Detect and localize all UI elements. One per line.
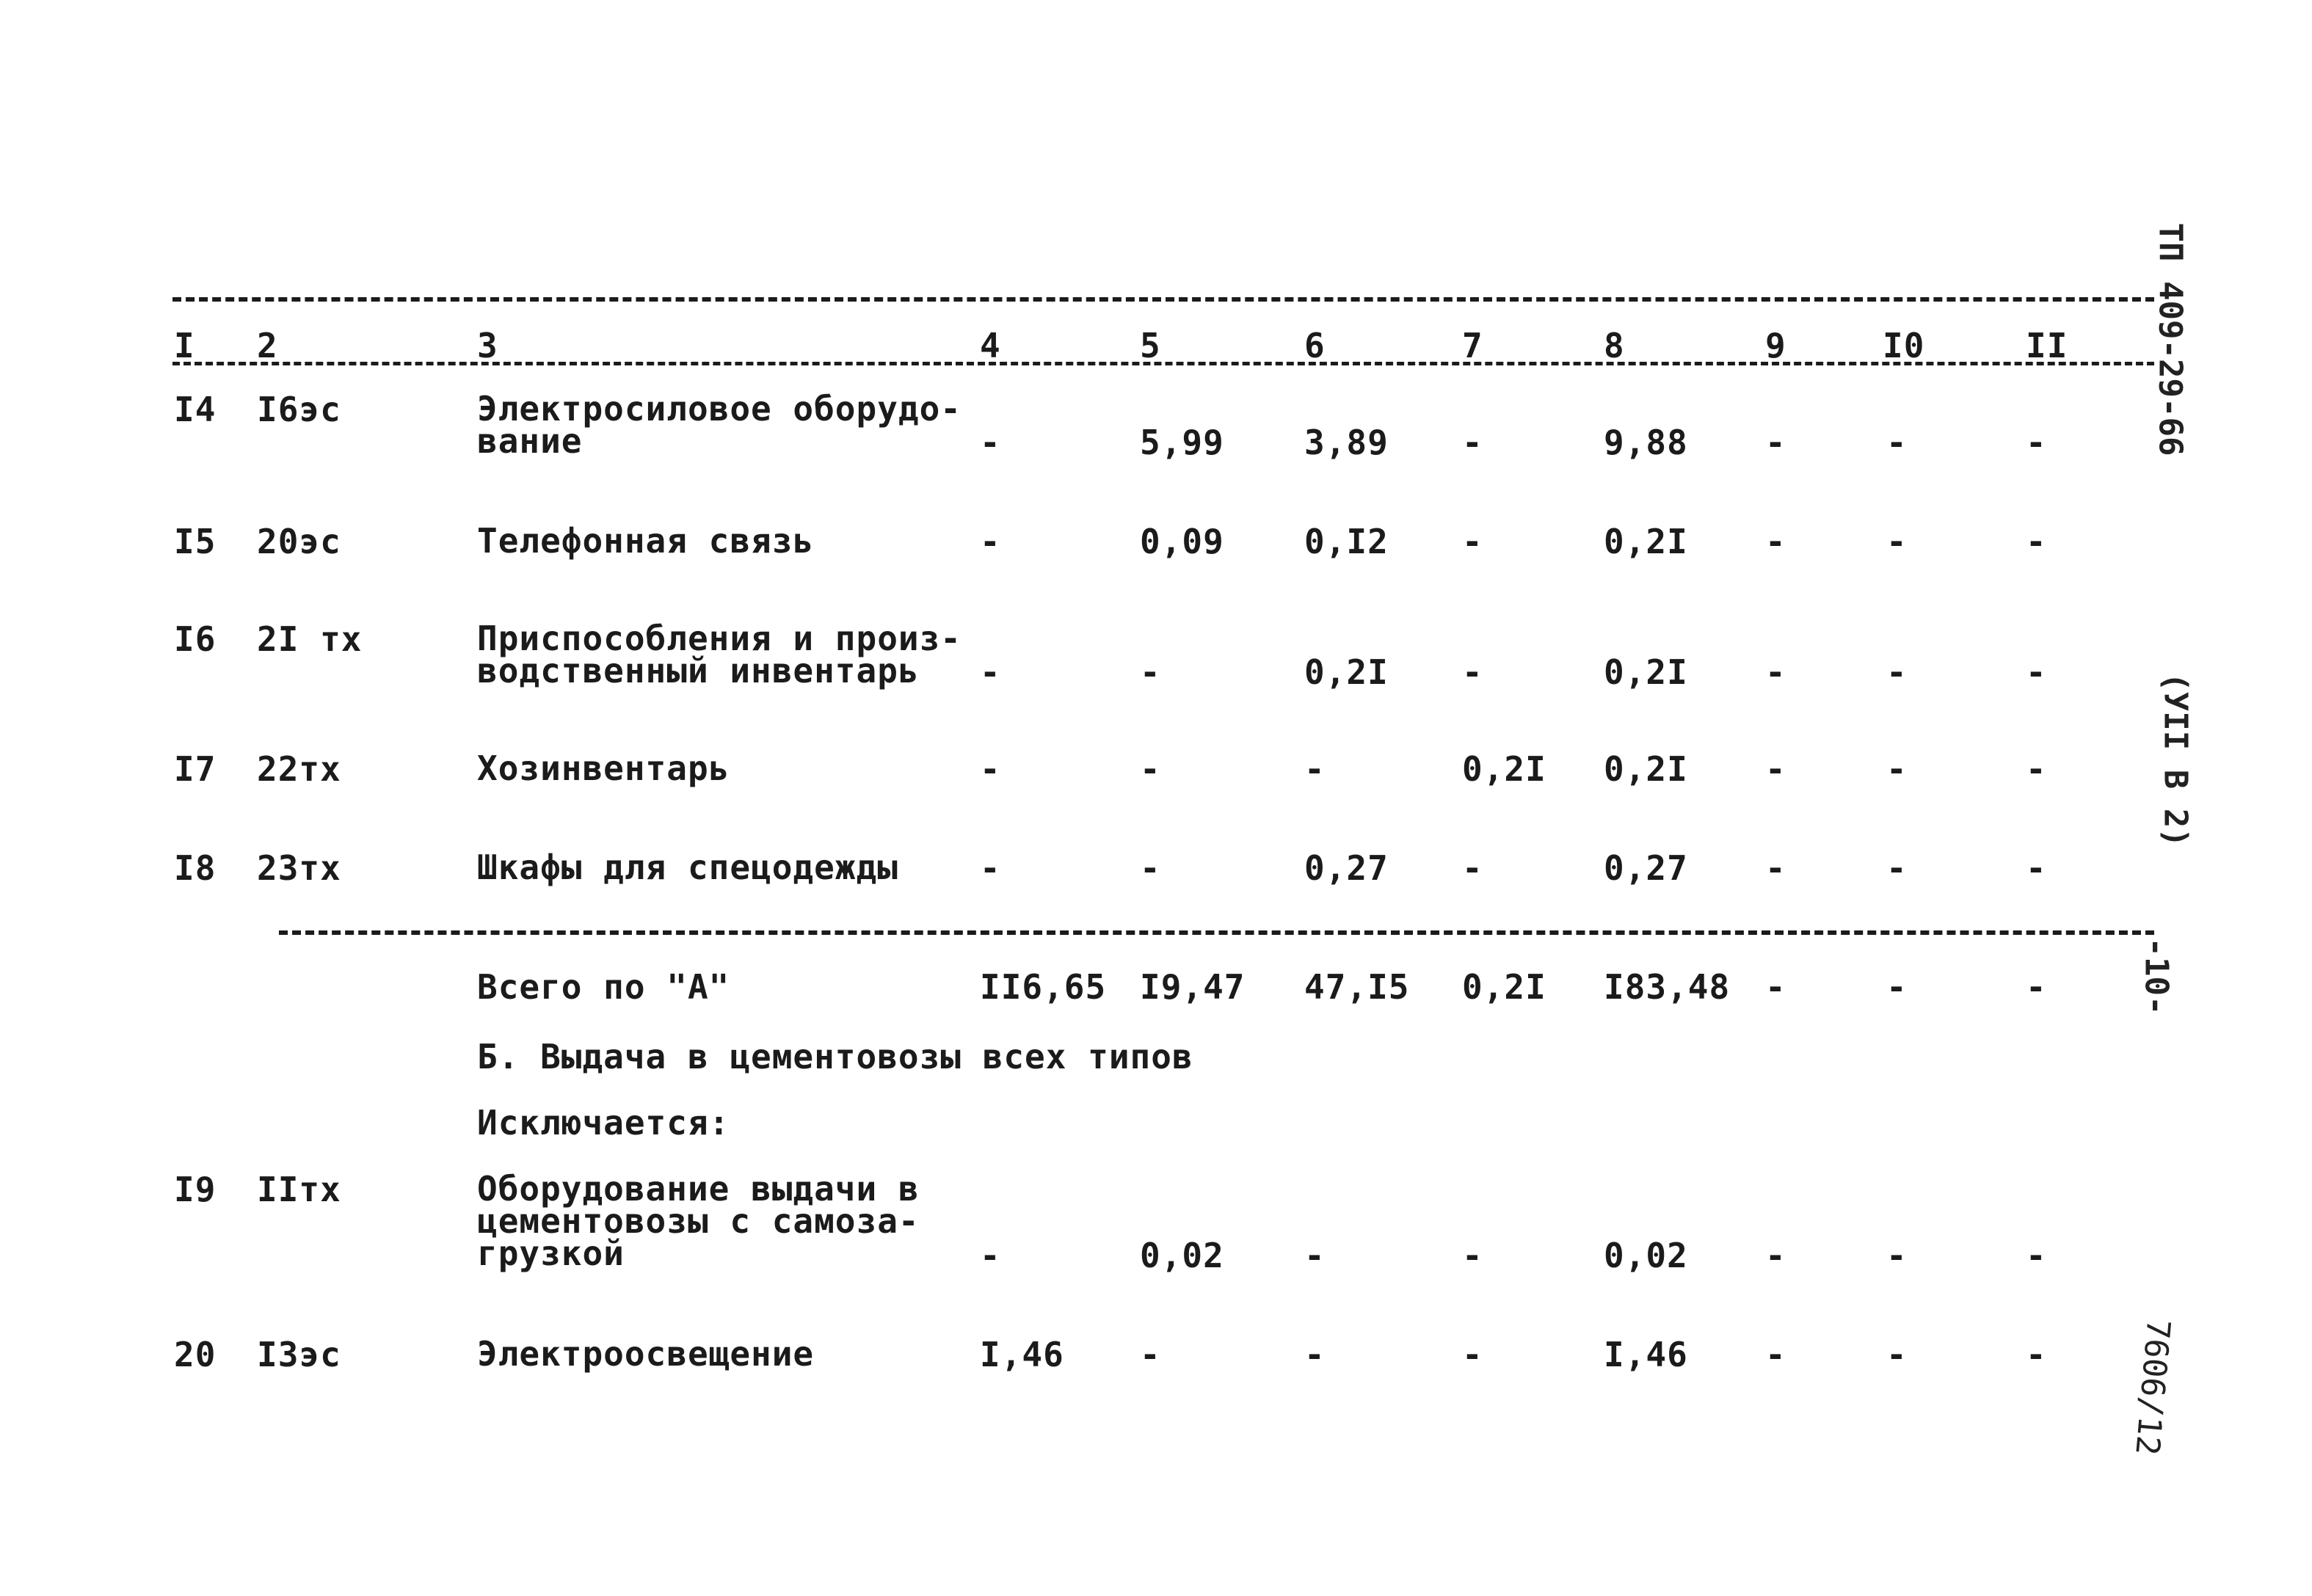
cell-7: - (1462, 848, 1483, 888)
col-header-5: 5 (1140, 326, 1161, 365)
cell-6: 0,27 (1304, 848, 1389, 888)
cell-5: - (1140, 848, 1161, 888)
row-code: 23тх (257, 848, 341, 888)
cell-6: 0,I2 (1304, 522, 1389, 561)
cell-8: 9,88 (1604, 423, 1688, 462)
row-code: IIтх (257, 1170, 341, 1209)
total-cell-9: - (1765, 967, 1786, 1007)
cell-7: 0,2I (1462, 749, 1546, 789)
cell-9: - (1765, 652, 1786, 692)
excluded-label: Исключается: (477, 1103, 730, 1143)
cell-9: - (1765, 848, 1786, 888)
cell-5: 5,99 (1140, 423, 1224, 462)
total-label: Всего по "А" (477, 967, 730, 1007)
cell-10: - (1886, 1335, 1908, 1374)
cell-7: - (1462, 522, 1483, 561)
row-name: Приспособления и произ- водственный инвентарь (477, 619, 961, 690)
cell-5: - (1140, 1335, 1161, 1374)
row-name: Электросиловое оборудо- вание (477, 389, 961, 461)
cell-4: I,46 (980, 1335, 1064, 1374)
cell-10: - (1886, 749, 1908, 789)
cell-8: 0,27 (1604, 848, 1688, 888)
total-cell-4: II6,65 (980, 967, 1107, 1007)
row-code: 2I тх (257, 619, 363, 659)
col-header-1: I (174, 326, 195, 365)
col-header-7: 7 (1462, 326, 1483, 365)
margin-page-number: -10- (2137, 937, 2175, 1016)
col-header-6: 6 (1304, 326, 1326, 365)
row-code: 22тх (257, 749, 341, 789)
top-rule (172, 297, 2154, 302)
row-number: I8 (174, 848, 217, 888)
col-header-11: II (2026, 326, 2068, 365)
cell-6: - (1304, 749, 1326, 789)
cell-5: - (1140, 652, 1161, 692)
row-name: Шкафы для спецодежды (477, 848, 898, 887)
cell-9: - (1765, 1236, 1786, 1275)
margin-sheet-number: 7606/12 (2128, 1317, 2178, 1457)
total-cell-11: - (2026, 967, 2047, 1007)
total-cell-8: I83,48 (1604, 967, 1731, 1007)
cell-8: I,46 (1604, 1335, 1688, 1374)
row-number: I6 (174, 619, 217, 659)
cell-8: 0,2I (1604, 652, 1688, 692)
cell-8: 0,2I (1604, 749, 1688, 789)
cell-11: - (2026, 1335, 2047, 1374)
row-code: I6эс (257, 390, 341, 429)
cell-11: - (2026, 652, 2047, 692)
cell-6: - (1304, 1335, 1326, 1374)
cell-11: - (2026, 749, 2047, 789)
total-rule (279, 930, 2154, 935)
cell-7: - (1462, 652, 1483, 692)
row-number: I7 (174, 749, 217, 789)
cell-9: - (1765, 423, 1786, 462)
cell-11: - (2026, 423, 2047, 462)
col-header-3: 3 (477, 326, 498, 365)
total-cell-10: - (1886, 967, 1908, 1007)
row-number: I4 (174, 390, 217, 429)
row-number: 20 (174, 1335, 217, 1374)
cell-11: - (2026, 522, 2047, 561)
cell-7: - (1462, 1236, 1483, 1275)
cell-4: - (980, 522, 1001, 561)
row-number: I9 (174, 1170, 217, 1209)
cell-7: - (1462, 1335, 1483, 1374)
cell-10: - (1886, 423, 1908, 462)
cell-6: - (1304, 1236, 1326, 1275)
row-code: 20эс (257, 522, 341, 561)
row-name: Электроосвещение (477, 1334, 815, 1374)
cell-10: - (1886, 652, 1908, 692)
cell-8: 0,02 (1604, 1236, 1688, 1275)
row-number: I5 (174, 522, 217, 561)
margin-project-code: ТП 409-29-66 (2151, 222, 2189, 456)
total-cell-5: I9,47 (1140, 967, 1246, 1007)
section-b-heading: Б. Выдача в цементовозы всех типов (477, 1037, 1193, 1076)
col-header-10: I0 (1883, 326, 1925, 365)
row-name: Телефонная связь (477, 521, 815, 561)
cell-10: - (1886, 848, 1908, 888)
col-header-8: 8 (1604, 326, 1625, 365)
col-header-2: 2 (257, 326, 278, 365)
cell-11: - (2026, 848, 2047, 888)
cell-4: - (980, 848, 1001, 888)
cell-8: 0,2I (1604, 522, 1688, 561)
total-cell-7: 0,2I (1462, 967, 1546, 1007)
total-cell-6: 47,I5 (1304, 967, 1410, 1007)
cell-4: - (980, 652, 1001, 692)
cell-4: - (980, 423, 1001, 462)
row-name: Оборудование выдачи в цементовозы с самоза- грузкой (477, 1169, 920, 1273)
col-header-9: 9 (1765, 326, 1786, 365)
cell-10: - (1886, 522, 1908, 561)
margin-album: (УII В 2) (2156, 672, 2195, 848)
row-code: I3эс (257, 1335, 341, 1374)
cell-9: - (1765, 522, 1786, 561)
cell-7: - (1462, 423, 1483, 462)
col-header-4: 4 (980, 326, 1001, 365)
cell-9: - (1765, 1335, 1786, 1374)
header-underline (172, 362, 2154, 365)
cell-4: - (980, 749, 1001, 789)
cell-9: - (1765, 749, 1786, 789)
cell-10: - (1886, 1236, 1908, 1275)
cell-5: 0,09 (1140, 522, 1224, 561)
cell-4: - (980, 1236, 1001, 1275)
cell-5: 0,02 (1140, 1236, 1224, 1275)
row-name: Хозинвентарь (477, 748, 730, 788)
cell-11: - (2026, 1236, 2047, 1275)
cell-6: 3,89 (1304, 423, 1389, 462)
cell-5: - (1140, 749, 1161, 789)
cell-6: 0,2I (1304, 652, 1389, 692)
